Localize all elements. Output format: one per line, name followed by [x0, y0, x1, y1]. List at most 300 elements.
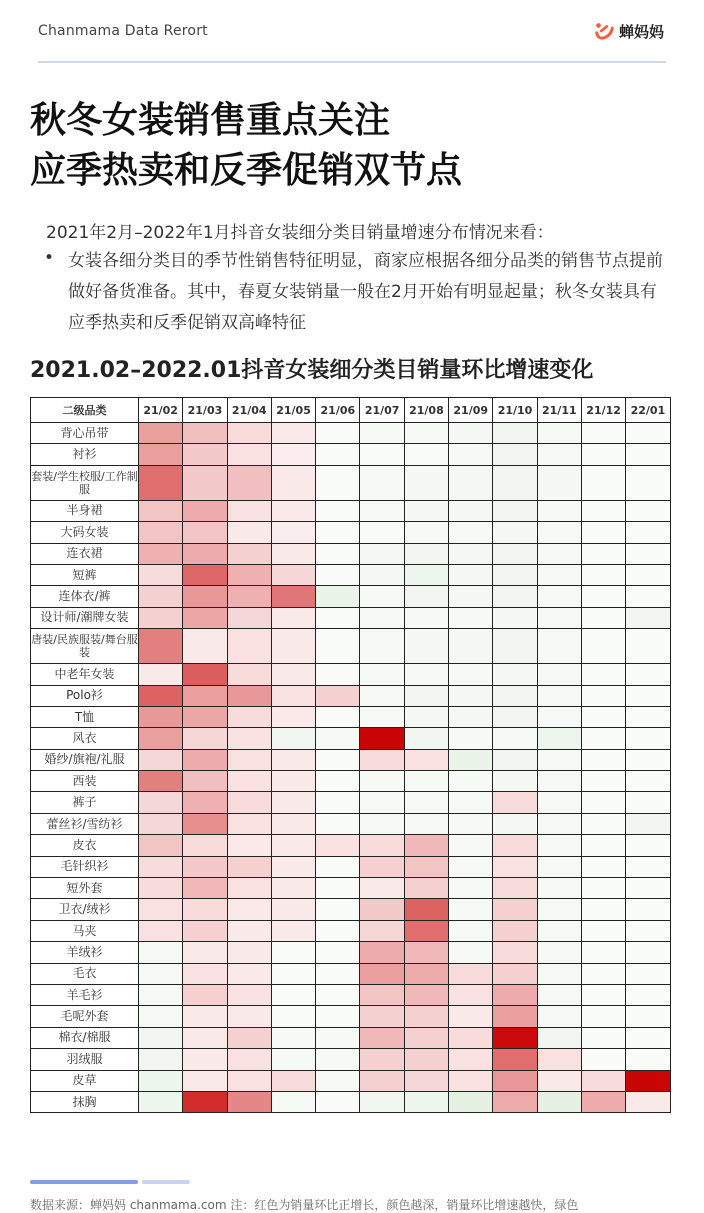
heatmap-cell [449, 465, 493, 500]
heatmap-cell [139, 942, 183, 963]
heatmap-cell [404, 1006, 448, 1027]
heatmap-cell [404, 629, 448, 664]
heatmap-cell [360, 444, 404, 465]
heatmap-cell [404, 685, 448, 706]
heatmap-cell [581, 423, 625, 444]
heatmap-cell [271, 423, 315, 444]
heatmap-cell [449, 706, 493, 727]
heatmap-cell [404, 500, 448, 521]
heatmap-cell [271, 878, 315, 899]
heatmap-cell [537, 500, 581, 521]
heatmap-cell [227, 1027, 271, 1048]
heatmap-cell [316, 963, 360, 984]
category-label: 婚纱/旗袍/礼服 [31, 749, 139, 770]
heatmap-cell [449, 899, 493, 920]
heatmap-cell [227, 444, 271, 465]
heatmap-row [31, 500, 671, 521]
heatmap-cell [271, 564, 315, 585]
heatmap-cell [493, 1070, 537, 1091]
heatmap-cell [626, 444, 670, 465]
month-tick-label: 21/05 [271, 398, 315, 423]
heatmap-cell [316, 1006, 360, 1027]
heatmap-cell [449, 444, 493, 465]
heatmap-cell [493, 728, 537, 749]
heatmap-cell [626, 664, 670, 685]
category-label: 短外套 [31, 878, 139, 899]
heatmap-cell [581, 771, 625, 792]
heatmap-cell [493, 835, 537, 856]
heatmap-cell [139, 878, 183, 899]
heatmap-cell [449, 664, 493, 685]
heatmap-cell [404, 706, 448, 727]
category-label: 连衣裙 [31, 543, 139, 564]
month-tick-label: 21/04 [227, 398, 271, 423]
category-label: 毛衣 [31, 963, 139, 984]
heatmap-cell [316, 586, 360, 607]
heatmap-cell [227, 963, 271, 984]
header-divider [38, 61, 666, 63]
heatmap-cell [360, 706, 404, 727]
heatmap-cell [183, 749, 227, 770]
category-label: 卫衣/绒衫 [31, 899, 139, 920]
heatmap-cell [271, 685, 315, 706]
heatmap-cell [316, 607, 360, 628]
heatmap-cell [626, 749, 670, 770]
heatmap-cell [626, 522, 670, 543]
heatmap-cell [626, 706, 670, 727]
heatmap-cell [360, 1091, 404, 1112]
heatmap-cell [271, 1070, 315, 1091]
heatmap-cell [626, 607, 670, 628]
heatmap-cell [581, 564, 625, 585]
heatmap-cell [360, 543, 404, 564]
heatmap-cell [404, 920, 448, 941]
heatmap-table [30, 397, 671, 1113]
heatmap-cell [139, 706, 183, 727]
heatmap-cell [227, 792, 271, 813]
heatmap-cell [626, 984, 670, 1005]
heatmap-cell [404, 963, 448, 984]
heatmap-cell [139, 423, 183, 444]
heatmap-cell [537, 1006, 581, 1027]
heatmap-cell [227, 920, 271, 941]
chanmama-logo [593, 20, 664, 42]
heatmap-cell [493, 899, 537, 920]
category-label: 马夹 [31, 920, 139, 941]
heatmap-cell [271, 728, 315, 749]
heatmap-cell [537, 984, 581, 1005]
heatmap-cell [360, 1027, 404, 1048]
heatmap-cell [227, 423, 271, 444]
heatmap-row [31, 685, 671, 706]
heatmap-cell [183, 1006, 227, 1027]
heatmap-cell [360, 728, 404, 749]
heatmap-cell [183, 899, 227, 920]
heatmap-cell [316, 984, 360, 1005]
heatmap-cell [449, 1091, 493, 1112]
heatmap-cell [316, 856, 360, 877]
heatmap-cell [271, 856, 315, 877]
heatmap-cell [139, 685, 183, 706]
heatmap-cell [139, 444, 183, 465]
heatmap-cell [227, 543, 271, 564]
heatmap-cell [316, 771, 360, 792]
heatmap-cell [360, 1070, 404, 1091]
heatmap-cell [449, 856, 493, 877]
heatmap-cell [360, 685, 404, 706]
heatmap-cell [271, 543, 315, 564]
source-note: 数据来源：蝉妈妈 chanmama.com 注：红色为销量环比正增长，颜色越深，销量环比增速越快，绿色 [30, 1198, 579, 1212]
heatmap-cell [493, 878, 537, 899]
heatmap-cell [449, 423, 493, 444]
heatmap-cell [626, 899, 670, 920]
heatmap-cell [139, 920, 183, 941]
heatmap-cell [537, 423, 581, 444]
heatmap-cell [183, 813, 227, 834]
heatmap-cell [139, 771, 183, 792]
heatmap-cell [404, 813, 448, 834]
heatmap-cell [360, 792, 404, 813]
heatmap-cell [183, 792, 227, 813]
heatmap-cell [316, 728, 360, 749]
heatmap-cell [227, 664, 271, 685]
heatmap-cell [626, 792, 670, 813]
heatmap-cell [183, 835, 227, 856]
heatmap-cell [404, 423, 448, 444]
heatmap-cell [139, 984, 183, 1005]
heatmap-cell [537, 771, 581, 792]
heatmap-row [31, 1027, 671, 1048]
category-label: 蕾丝衫/雪纺衫 [31, 813, 139, 834]
heatmap-cell [360, 1049, 404, 1070]
heatmap-row [31, 607, 671, 628]
category-label: 羽绒服 [31, 1049, 139, 1070]
heatmap-cell [493, 629, 537, 664]
heatmap-cell [449, 813, 493, 834]
heatmap-cell [227, 706, 271, 727]
heatmap-cell [316, 835, 360, 856]
chanmama-logo-icon [593, 20, 615, 42]
heatmap-cell [581, 1070, 625, 1091]
heatmap-cell [581, 920, 625, 941]
month-tick-label: 21/10 [493, 398, 537, 423]
heatmap-cell [493, 984, 537, 1005]
heatmap-cell [581, 465, 625, 500]
heatmap-cell [227, 835, 271, 856]
heatmap-cell [404, 728, 448, 749]
heatmap-cell [493, 856, 537, 877]
heatmap-cell [227, 984, 271, 1005]
heatmap-cell [271, 813, 315, 834]
heatmap-cell [493, 586, 537, 607]
heatmap-cell [139, 465, 183, 500]
heatmap-cell [449, 685, 493, 706]
category-label: 半身裙 [31, 500, 139, 521]
heatmap-cell [139, 629, 183, 664]
heatmap-cell [316, 1027, 360, 1048]
heatmap-cell [537, 444, 581, 465]
heatmap-cell [227, 813, 271, 834]
category-label: 背心吊带 [31, 423, 139, 444]
category-label: 毛针织衫 [31, 856, 139, 877]
heatmap-cell [537, 963, 581, 984]
heatmap-cell [271, 706, 315, 727]
heatmap-cell [537, 522, 581, 543]
heatmap-row [31, 664, 671, 685]
heatmap-cell [183, 685, 227, 706]
brand-text: Chanmama Data Rerort [38, 23, 208, 39]
heatmap-row [31, 1049, 671, 1070]
heatmap-cell [449, 920, 493, 941]
heatmap-cell [537, 1049, 581, 1070]
heatmap-cell [316, 920, 360, 941]
month-tick-label: 21/11 [537, 398, 581, 423]
heatmap-cell [316, 564, 360, 585]
heatmap-cell [139, 564, 183, 585]
heatmap-row [31, 835, 671, 856]
heatmap-row [31, 1070, 671, 1091]
heatmap-cell [449, 792, 493, 813]
heatmap-cell [360, 856, 404, 877]
heatmap-cell [316, 685, 360, 706]
heatmap-cell [581, 749, 625, 770]
heatmap-cell [139, 792, 183, 813]
heatmap-cell [316, 899, 360, 920]
heatmap-cell [626, 586, 670, 607]
heatmap-cell [227, 522, 271, 543]
heatmap-cell [271, 607, 315, 628]
heatmap-cell [404, 465, 448, 500]
heatmap-row [31, 465, 671, 500]
heatmap-cell [404, 856, 448, 877]
heatmap-row [31, 878, 671, 899]
heatmap-cell [626, 564, 670, 585]
heatmap-cell [360, 465, 404, 500]
heatmap-cell [360, 771, 404, 792]
heatmap-row [31, 586, 671, 607]
category-label: 套装/学生校服/工作制服 [31, 465, 139, 500]
heatmap-cell [626, 543, 670, 564]
heatmap-cell [360, 629, 404, 664]
heatmap-cell [581, 444, 625, 465]
heatmap-cell [537, 1070, 581, 1091]
category-label: 皮草 [31, 1070, 139, 1091]
heatmap-cell [227, 685, 271, 706]
category-label: 设计师/潮牌女装 [31, 607, 139, 628]
heatmap-cell [581, 1027, 625, 1048]
chart-title: 2021.02–2022.01抖音女装细分类目销量环比增速变化 [30, 358, 594, 383]
category-label: 短裤 [31, 564, 139, 585]
heatmap-cell [227, 586, 271, 607]
bullet-marker: • [44, 248, 55, 268]
heatmap-cell [183, 920, 227, 941]
heatmap-row [31, 792, 671, 813]
heatmap-cell [449, 1027, 493, 1048]
heatmap-cell [360, 878, 404, 899]
category-label: 棉衣/棉服 [31, 1027, 139, 1048]
heatmap-cell [493, 1006, 537, 1027]
heatmap-cell [360, 835, 404, 856]
heatmap-cell [183, 664, 227, 685]
heatmap-cell [404, 771, 448, 792]
heatmap-cell [271, 749, 315, 770]
heatmap-cell [537, 706, 581, 727]
category-label: 连体衣/裤 [31, 586, 139, 607]
month-tick-label: 21/06 [316, 398, 360, 423]
heatmap-cell [404, 1049, 448, 1070]
heatmap-cell [316, 543, 360, 564]
heatmap-cell [493, 423, 537, 444]
heatmap-cell [581, 1049, 625, 1070]
heatmap-row [31, 749, 671, 770]
heatmap-cell [449, 728, 493, 749]
heatmap-cell [183, 543, 227, 564]
heatmap-cell [449, 963, 493, 984]
month-tick-label: 22/01 [626, 398, 670, 423]
heatmap-row [31, 920, 671, 941]
heatmap-cell [271, 835, 315, 856]
heatmap-cell [360, 984, 404, 1005]
heatmap-row [31, 813, 671, 834]
category-label: 裤子 [31, 792, 139, 813]
heatmap-cell [404, 878, 448, 899]
heatmap-cell [626, 835, 670, 856]
heatmap-cell [581, 685, 625, 706]
heatmap-cell [581, 963, 625, 984]
heatmap-cell [449, 543, 493, 564]
heatmap-cell [581, 942, 625, 963]
heatmap-cell [271, 1049, 315, 1070]
heatmap-cell [626, 629, 670, 664]
heatmap-cell [449, 771, 493, 792]
heatmap-cell [271, 629, 315, 664]
heatmap-cell [581, 792, 625, 813]
heatmap-cell [227, 728, 271, 749]
heatmap-cell [183, 878, 227, 899]
heatmap-row [31, 1006, 671, 1027]
heatmap-cell [360, 522, 404, 543]
heatmap-cell [139, 813, 183, 834]
heatmap-cell [271, 920, 315, 941]
heatmap-cell [537, 629, 581, 664]
heatmap-cell [271, 664, 315, 685]
heatmap-cell [316, 749, 360, 770]
heatmap-row [31, 564, 671, 585]
month-tick-label: 21/12 [581, 398, 625, 423]
heatmap-cell [449, 878, 493, 899]
heatmap-cell [316, 500, 360, 521]
heatmap-cell [626, 728, 670, 749]
heatmap-cell [537, 835, 581, 856]
heatmap-cell [537, 856, 581, 877]
heatmap-cell [139, 856, 183, 877]
heatmap-cell [404, 835, 448, 856]
heatmap-cell [404, 749, 448, 770]
heatmap-cell [449, 564, 493, 585]
heatmap-cell [404, 899, 448, 920]
heatmap-row [31, 984, 671, 1005]
heatmap-cell [537, 664, 581, 685]
heatmap-cell [493, 942, 537, 963]
heatmap-cell [626, 813, 670, 834]
heatmap-cell [316, 813, 360, 834]
month-tick-label: 21/07 [360, 398, 404, 423]
heatmap-cell [227, 607, 271, 628]
heatmap-cell [183, 1091, 227, 1112]
heatmap-cell [449, 749, 493, 770]
heatmap-cell [227, 500, 271, 521]
category-label: 西装 [31, 771, 139, 792]
heatmap-cell [626, 1027, 670, 1048]
heatmap-cell [360, 899, 404, 920]
heatmap-cell [139, 586, 183, 607]
heatmap-cell [449, 835, 493, 856]
heatmap-cell [493, 1091, 537, 1112]
category-label: Polo衫 [31, 685, 139, 706]
heatmap-cell [183, 942, 227, 963]
heatmap-cell [271, 1091, 315, 1112]
heatmap-cell [227, 878, 271, 899]
heatmap-cell [139, 607, 183, 628]
heatmap-cell [537, 942, 581, 963]
category-label: 羊毛衫 [31, 984, 139, 1005]
heatmap-cell [227, 856, 271, 877]
heatmap-cell [537, 813, 581, 834]
heatmap-cell [360, 500, 404, 521]
heatmap-cell [537, 685, 581, 706]
category-label: 羊绒衫 [31, 942, 139, 963]
heatmap-cell [581, 1091, 625, 1112]
intro-text: 2021年2月–2022年1月抖音女装细分类目销量增速分布情况来看： [46, 223, 554, 243]
heatmap-row [31, 522, 671, 543]
heatmap-cell [404, 664, 448, 685]
heatmap-cell [227, 1049, 271, 1070]
heatmap-cell [360, 813, 404, 834]
heatmap-cell [360, 942, 404, 963]
heatmap-cell [493, 664, 537, 685]
heatmap-cell [493, 792, 537, 813]
heatmap-cell [183, 500, 227, 521]
heatmap-cell [271, 465, 315, 500]
heatmap-cell [537, 899, 581, 920]
heatmap-cell [316, 1070, 360, 1091]
heatmap-cell [537, 543, 581, 564]
heatmap-cell [626, 465, 670, 500]
title-line-1: 秋冬女装销售重点关注 [30, 100, 391, 141]
heatmap-cell [493, 1027, 537, 1048]
heatmap-cell [139, 1070, 183, 1091]
heatmap-cell [493, 963, 537, 984]
heatmap-cell [449, 586, 493, 607]
category-label: 风衣 [31, 728, 139, 749]
category-label: 皮衣 [31, 835, 139, 856]
heatmap-cell [626, 1006, 670, 1027]
heatmap-cell [183, 771, 227, 792]
heatmap-cell [537, 728, 581, 749]
heatmap-cell [626, 771, 670, 792]
heatmap-cell [271, 444, 315, 465]
heatmap-cell [493, 607, 537, 628]
heatmap-row [31, 629, 671, 664]
heatmap-cell [626, 942, 670, 963]
heatmap-cell [449, 1049, 493, 1070]
heatmap-cell [493, 500, 537, 521]
heatmap-cell [360, 607, 404, 628]
heatmap-cell [316, 1049, 360, 1070]
heatmap-row [31, 1091, 671, 1112]
heatmap-cell [626, 856, 670, 877]
heatmap-cell [581, 522, 625, 543]
